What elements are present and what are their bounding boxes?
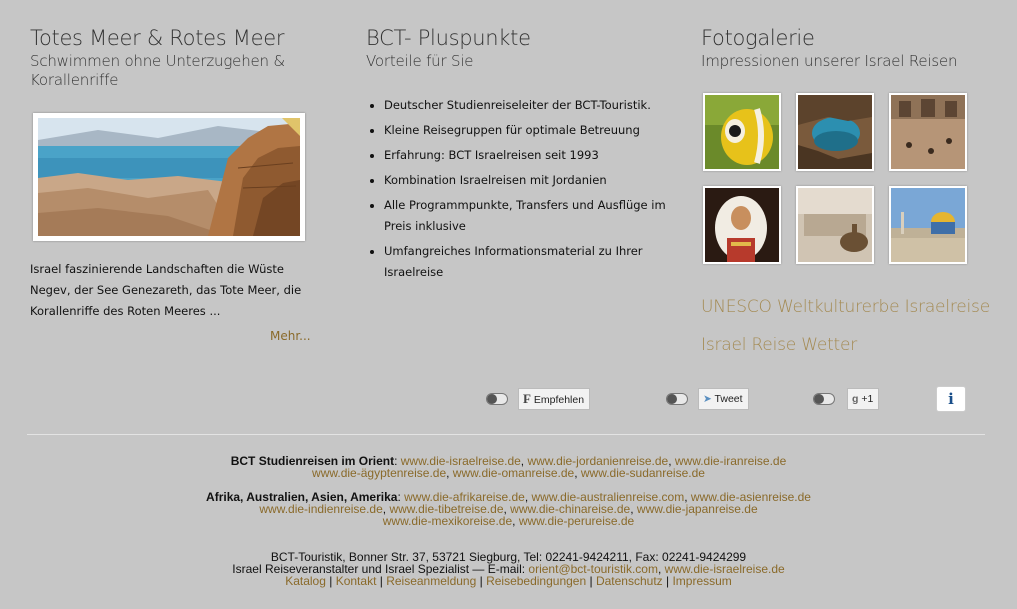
- footer-link[interactable]: www.die-asienreise.de: [690, 490, 811, 504]
- footer-contact: Israel Reiseveranstalter und Israel Spezialist — E-mail: orient@bct-touristik.com, www.die-israelreise.de: [232, 562, 785, 576]
- gplus-icon: g: [852, 393, 859, 405]
- gallery-thumb-clownfish[interactable]: [703, 93, 781, 171]
- imprint-link[interactable]: Impressum: [672, 574, 732, 588]
- column-title: Fotogalerie: [701, 26, 815, 50]
- gplus-toggle[interactable]: [813, 393, 835, 405]
- more-link[interactable]: Mehr...: [270, 329, 311, 343]
- facebook-like-button[interactable]: [518, 388, 590, 410]
- world-label: Afrika, Australien, Asien, Amerika: [206, 490, 398, 504]
- gallery-thumb-old-city[interactable]: [889, 93, 967, 171]
- orient-label: BCT Studienreisen im Orient: [230, 454, 395, 468]
- column-title: BCT- Pluspunkte: [366, 26, 531, 50]
- footer-link[interactable]: www.die-sudanreise.de: [580, 466, 705, 480]
- info-button[interactable]: i: [936, 386, 966, 412]
- footer-address: BCT-Touristik, Bonner Str. 37, 53721 Siegburg, Tel: 02241-9424211, Fax: 02241-9424299: [270, 550, 747, 564]
- footer-link[interactable]: www.die-japanreise.de: [636, 502, 758, 516]
- footer-orient-line-1: BCT Studienreisen im Orient: www.die-israelreise.de, www.die-jordanienreise.de, www.die-iranreise.de: [230, 454, 787, 468]
- contact-prefix: Israel Reiseveranstalter und Israel Spezialist — E-mail:: [232, 562, 526, 576]
- footer-link[interactable]: www.die-chinareise.de: [510, 502, 631, 516]
- footer-link[interactable]: www.die-israelreise.de: [664, 562, 785, 576]
- footer-link[interactable]: www.die-tibetreise.de: [389, 502, 504, 516]
- facebook-label: Empfehlen: [533, 394, 585, 406]
- footer-link[interactable]: www.die-israelreise.de: [400, 454, 521, 468]
- registration-link[interactable]: Reiseanmeldung: [386, 574, 477, 588]
- contact-link[interactable]: Kontakt: [335, 574, 377, 588]
- twitter-icon: ➤: [703, 393, 712, 405]
- list-item: • Alle Programmpunkte, Transfers und Ausflüge im Preis inklusive: [384, 195, 684, 237]
- footer-link[interactable]: www.die-mexikoreise.de: [382, 514, 513, 528]
- list-item: • Kleine Reisegruppen für optimale Betreuung: [384, 120, 684, 141]
- footer-link[interactable]: www.die-jordanienreise.de: [527, 454, 669, 468]
- footer-link[interactable]: www.die-iranreise.de: [674, 454, 787, 468]
- terms-link[interactable]: Reisebedingungen: [486, 574, 587, 588]
- footer-link[interactable]: www.die-omanreise.de: [452, 466, 575, 480]
- column-dead-sea: [30, 24, 330, 90]
- dead-sea-photo[interactable]: [33, 113, 305, 241]
- footer-orient-line-2: www.die-ägyptenreise.de, www.die-omanreise.de, www.die-sudanreise.de: [312, 466, 705, 480]
- divider: [27, 434, 985, 435]
- column-subtitle: Vorteile für Sie: [366, 52, 474, 70]
- list-item: • Deutscher Studienreiseleiter der BCT-Touristik.: [384, 95, 684, 116]
- gallery-thumb-camel[interactable]: [796, 186, 874, 264]
- facebook-icon: F: [523, 391, 531, 406]
- column-title: Totes Meer & Rotes Meer: [30, 26, 285, 50]
- privacy-link[interactable]: Datenschutz: [595, 574, 663, 588]
- footer-world-line-1: Afrika, Australien, Asien, Amerika: www.die-afrikareise.de, www.die-australienreise.com, www.die-asienreise.de: [206, 490, 811, 504]
- twitter-toggle[interactable]: [666, 393, 688, 405]
- column-subtitle: Impressionen unserer Israel Reisen: [701, 52, 958, 70]
- list-item: • Umfangreiches Informationsmaterial zu Ihrer Israelreise: [384, 241, 684, 283]
- footer-link[interactable]: www.die-afrikareise.de: [404, 490, 525, 504]
- catalog-link[interactable]: Katalog: [285, 574, 326, 588]
- footer-world-line-3: www.die-mexikoreise.de, www.die-perureise.de: [382, 514, 635, 528]
- footer-link[interactable]: www.die-australienreise.com: [531, 490, 685, 504]
- column-photo-gallery: [701, 24, 991, 71]
- weather-link[interactable]: Israel Reise Wetter: [701, 335, 858, 355]
- column-plus-points: [366, 24, 666, 71]
- list-item: • Erfahrung: BCT Israelreisen seit 1993: [384, 145, 684, 166]
- gplus-button[interactable]: [847, 388, 879, 410]
- list-item: • Kombination Israelreisen mit Jordanien: [384, 170, 684, 191]
- footer-link[interactable]: www.die-indienreise.de: [259, 502, 383, 516]
- gallery-thumb-bedouin[interactable]: [703, 186, 781, 264]
- facebook-toggle[interactable]: [486, 393, 508, 405]
- gplus-label: +1: [861, 393, 874, 405]
- gallery-thumb-dome-of-rock[interactable]: [889, 186, 967, 264]
- footer-link[interactable]: www.die-perureise.de: [518, 514, 635, 528]
- gallery-thumb-grotto[interactable]: [796, 93, 874, 171]
- plus-points-list: [366, 95, 684, 287]
- dead-sea-landscape-image: [38, 118, 300, 236]
- dead-sea-intro: Israel faszinierende Landschaften die Wüste Negev, der See Genezareth, das Tote Meer, die Korallenriffe des Roten Meeres ...: [30, 262, 302, 318]
- footer-world-line-2: www.die-indienreise.de, www.die-tibetreise.de, www.die-chinareise.de, www.die-japanreise.de: [259, 502, 758, 516]
- tweet-label: Tweet: [714, 393, 743, 405]
- corner-ribbon-icon: [282, 118, 300, 136]
- footer-link[interactable]: www.die-ägyptenreise.de: [312, 466, 447, 480]
- email-link[interactable]: orient@bct-touristik.com: [528, 562, 658, 576]
- unesco-link[interactable]: UNESCO Weltkulturerbe Israelreise: [701, 297, 990, 317]
- column-subtitle: Schwimmen ohne Unterzugehen & Korallenriffe: [30, 52, 285, 89]
- tweet-button[interactable]: [698, 388, 749, 410]
- footer-bottom-nav: Katalog | Kontakt | Reiseanmeldung | Reisebedingungen | Datenschutz | Impressum: [285, 574, 732, 588]
